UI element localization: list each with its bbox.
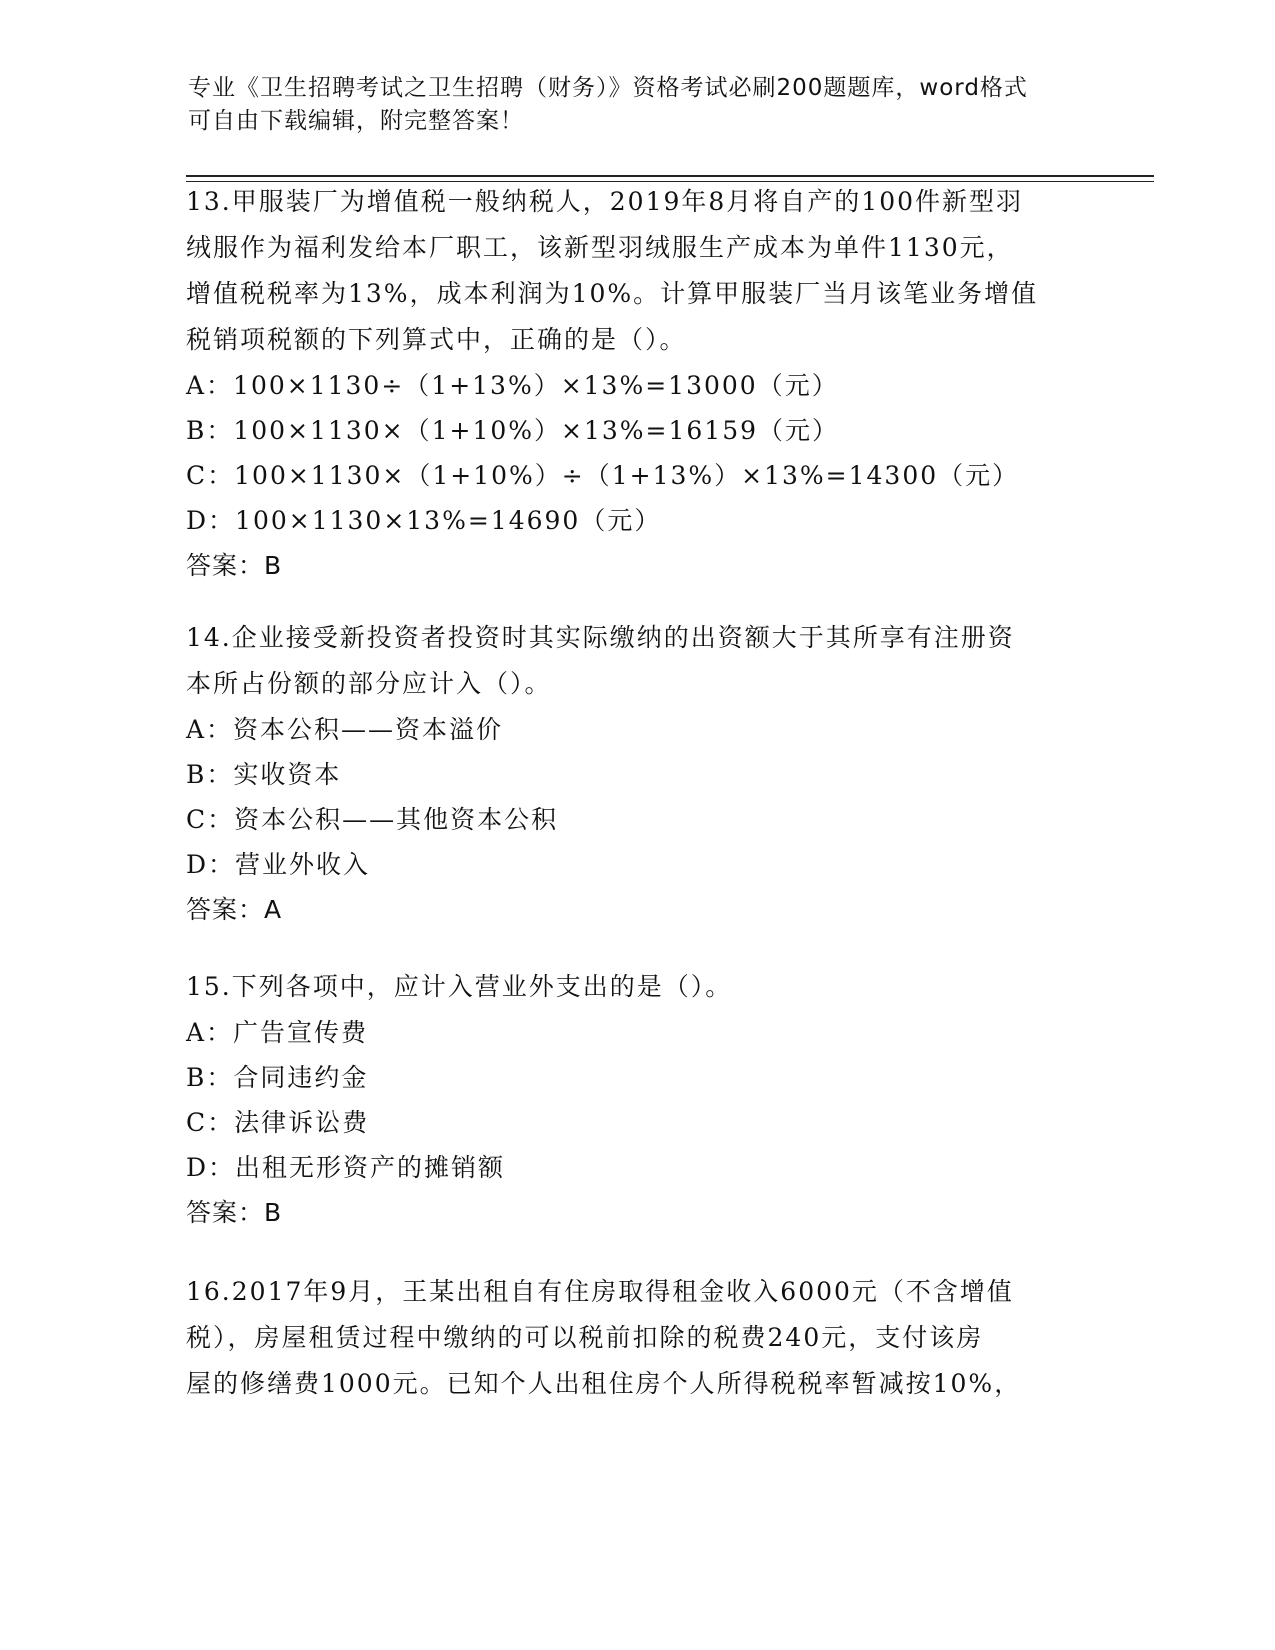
- answer: 答案：A: [186, 895, 283, 924]
- document-header: [188, 72, 1088, 138]
- option-d: D：100×1130×13%=14690（元）: [186, 506, 662, 535]
- question-15: [186, 964, 1086, 1236]
- stem-line: 16.2017年9月，王某出租自有住房取得租金收入6000元（不含增值: [186, 1277, 1014, 1306]
- stem-line: 13.甲服装厂为增值税一般纳税人，2019年8月将自产的100件新型羽: [186, 187, 1024, 216]
- question-14: [186, 615, 1086, 933]
- question-stem: [186, 1269, 1086, 1407]
- header-divider: [186, 175, 1154, 177]
- option-c: C：资本公积——其他资本公积: [186, 805, 559, 834]
- header-line: 可自由下载编辑，附完整答案！: [188, 108, 524, 134]
- option-d: D：营业外收入: [186, 850, 371, 879]
- stem-line: 税销项税额的下列算式中，正确的是（）。: [186, 325, 687, 354]
- option-a: A：广告宣传费: [186, 1018, 369, 1047]
- option-a: A：100×1130÷（1+13%）×13%=13000（元）: [186, 371, 839, 400]
- option-a: A：资本公积——资本溢价: [186, 715, 504, 744]
- answer: 答案：B: [186, 551, 283, 580]
- option-c: C：法律诉讼费: [186, 1108, 370, 1137]
- question-stem: [186, 964, 1086, 1010]
- stem-line: 本所占份额的部分应计入（）。: [186, 669, 552, 698]
- answer: 答案：B: [186, 1198, 283, 1227]
- option-c: C：100×1130×（1+10%）÷（1+13%）×13%=14300（元）: [186, 461, 1020, 490]
- stem-line: 税），房屋租赁过程中缴纳的可以税前扣除的税费240元，支付该房: [186, 1323, 984, 1352]
- question-stem: [186, 615, 1086, 707]
- stem-line: 15.下列各项中，应计入营业外支出的是（）。: [186, 972, 733, 1001]
- option-d: D：出租无形资产的摊销额: [186, 1153, 506, 1182]
- stem-line: 14.企业接受新投资者投资时其实际缴纳的出资额大于其所享有注册资: [186, 623, 1015, 652]
- question-16: [186, 1269, 1086, 1407]
- question-stem: [186, 179, 1086, 363]
- question-13: [186, 179, 1086, 589]
- header-line: 专业《卫生招聘考试之卫生招聘（财务）》资格考试必刷200题题库，word格式: [188, 75, 1028, 101]
- option-b: B：实收资本: [186, 760, 342, 789]
- option-b: B：100×1130×（1+10%）×13%=16159（元）: [186, 416, 840, 445]
- option-b: B：合同违约金: [186, 1063, 369, 1092]
- stem-line: 屋的修缮费1000元。已知个人出租住房个人所得税税率暂减按10%，: [186, 1369, 1022, 1398]
- stem-line: 增值税税率为13%，成本利润为10%。计算甲服装厂当月该笔业务增值: [186, 279, 1039, 308]
- stem-line: 绒服作为福利发给本厂职工，该新型羽绒服生产成本为单件1130元，: [186, 233, 1014, 262]
